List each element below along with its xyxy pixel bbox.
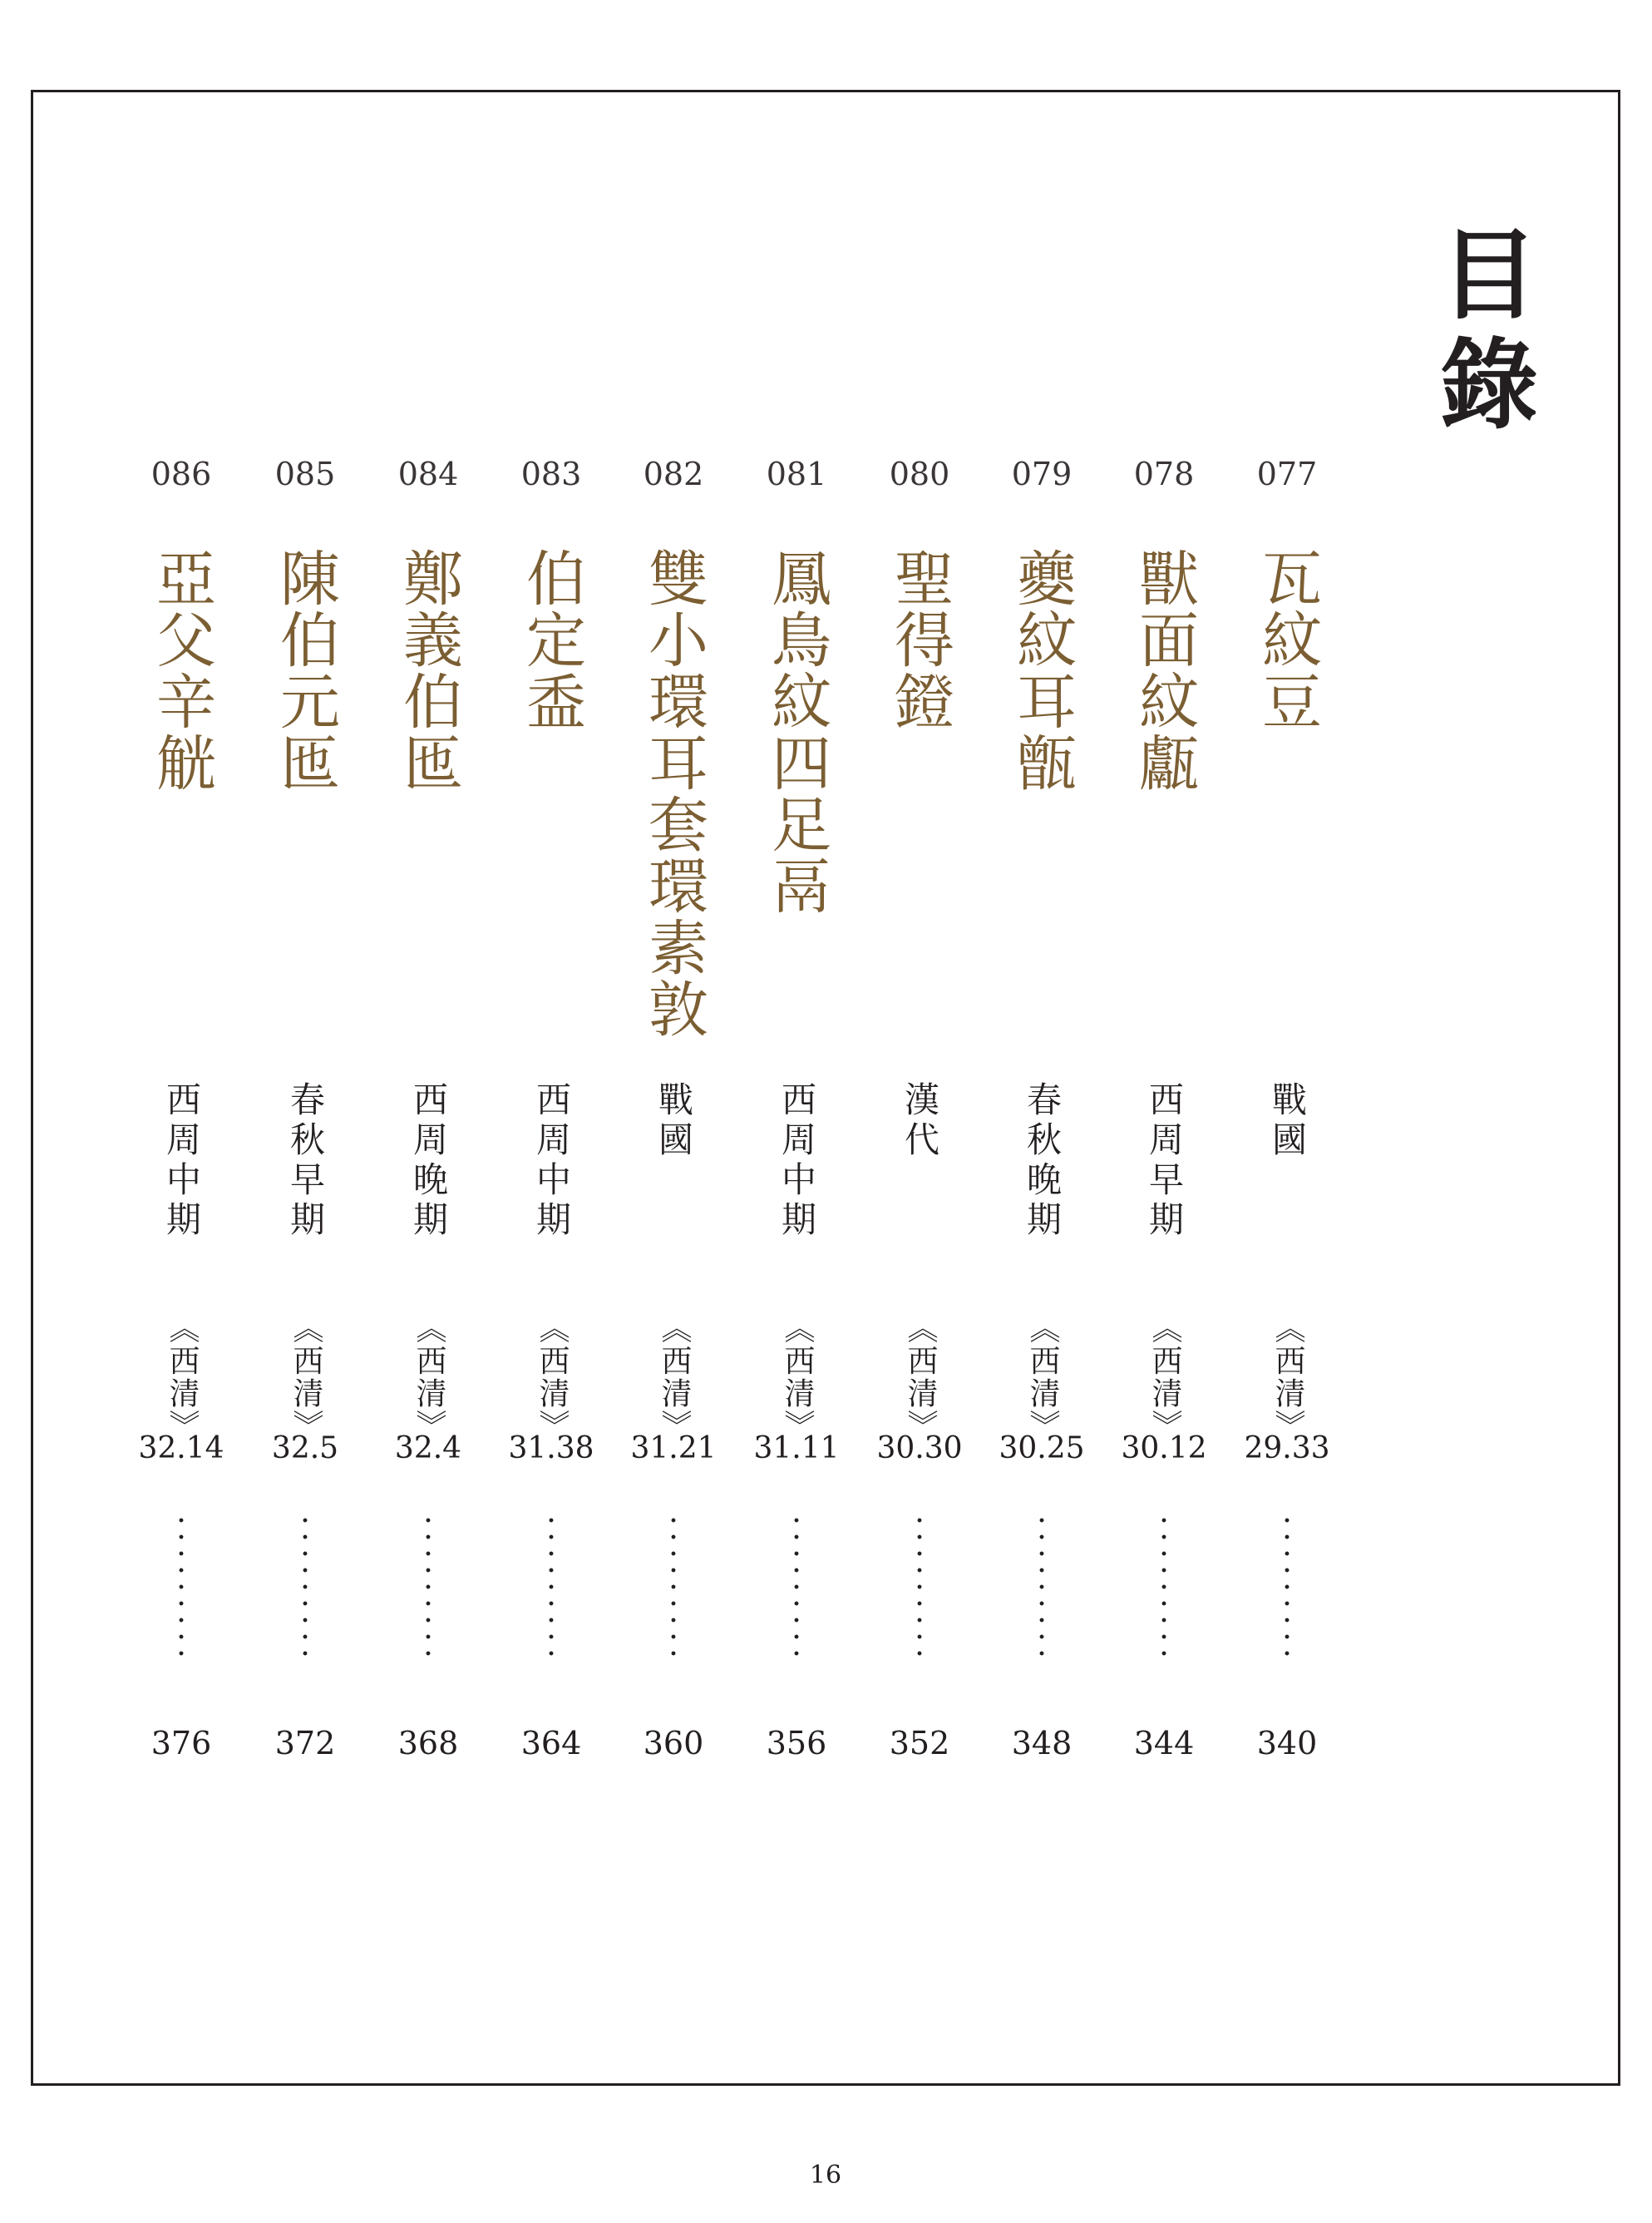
toc-entry-083[interactable]: [489, 449, 614, 1771]
entry-source: 《西清》: [1147, 1312, 1182, 1442]
entry-title[interactable]: 伯定盉: [516, 547, 586, 732]
entry-number: 084: [397, 456, 459, 492]
entry-page-number[interactable]: 348: [1011, 1725, 1073, 1761]
page-number: 16: [809, 2161, 842, 2190]
entry-title[interactable]: 鳳鳥紋四足鬲: [762, 547, 831, 916]
entry-reference: 32.4: [394, 1431, 462, 1465]
entry-source: 《西清》: [411, 1312, 446, 1442]
entry-source: 《西清》: [656, 1312, 692, 1442]
entry-number: 080: [889, 456, 950, 492]
entry-page-number[interactable]: 356: [766, 1725, 827, 1761]
entry-page-number[interactable]: 368: [397, 1725, 459, 1761]
entry-period: 春秋早期: [285, 1081, 326, 1241]
entry-source: 《西清》: [288, 1312, 323, 1442]
dot-leader: [671, 1512, 676, 1662]
dot-leader: [426, 1512, 431, 1662]
entry-title[interactable]: 鄭義伯匜: [393, 547, 463, 793]
entry-source: 《西清》: [779, 1312, 815, 1442]
entry-reference: 30.30: [876, 1431, 963, 1465]
entry-period: 春秋晚期: [1022, 1081, 1063, 1241]
entry-period: 西周早期: [1144, 1081, 1185, 1241]
entry-source: 《西清》: [1270, 1312, 1305, 1442]
dot-leader: [303, 1512, 308, 1662]
entry-title[interactable]: 聖得鐙: [885, 547, 954, 732]
entry-page-number[interactable]: 364: [520, 1725, 582, 1761]
dot-leader: [1039, 1512, 1044, 1662]
entry-period: 漢代: [900, 1081, 940, 1161]
entry-number: 082: [643, 456, 704, 492]
toc-entry-078[interactable]: [1102, 449, 1226, 1771]
entry-title[interactable]: 亞父辛觥: [146, 547, 216, 793]
entry-period: 西周晚期: [408, 1081, 449, 1241]
entry-title[interactable]: 夔紋耳甑: [1007, 547, 1077, 793]
entry-period: 戰國: [1267, 1081, 1308, 1161]
entry-title[interactable]: 陳伯元匜: [270, 547, 340, 793]
entry-source: 《西清》: [1024, 1312, 1060, 1442]
entry-page-number[interactable]: 376: [150, 1725, 212, 1761]
dot-leader: [549, 1512, 554, 1662]
dot-leader: [179, 1512, 184, 1662]
entry-reference: 32.14: [138, 1431, 224, 1465]
entry-title[interactable]: 瓦紋豆: [1252, 547, 1322, 732]
entry-period: 西周中期: [161, 1081, 202, 1241]
entry-reference: 32.5: [271, 1431, 339, 1465]
entry-page-number[interactable]: 360: [643, 1725, 704, 1761]
entry-title[interactable]: 雙小環耳套環素敦: [639, 547, 708, 1040]
entry-number: 083: [520, 456, 582, 492]
entry-number: 081: [766, 456, 827, 492]
entry-reference: 31.38: [508, 1431, 594, 1465]
toc-entry-086[interactable]: [119, 449, 244, 1771]
entry-page-number[interactable]: 340: [1256, 1725, 1318, 1761]
entry-source: 《西清》: [902, 1312, 938, 1442]
entry-number: 086: [150, 456, 212, 492]
entry-page-number[interactable]: 372: [274, 1725, 336, 1761]
entry-period: 西周中期: [777, 1081, 817, 1241]
entry-source: 《西清》: [164, 1312, 200, 1442]
toc-entry-079[interactable]: [979, 449, 1104, 1771]
entry-reference: 31.11: [753, 1431, 840, 1465]
entry-number: 078: [1133, 456, 1195, 492]
toc-entry-077[interactable]: [1225, 449, 1349, 1771]
dot-leader: [1161, 1512, 1166, 1662]
toc-entry-080[interactable]: [857, 449, 982, 1771]
dot-leader: [917, 1512, 922, 1662]
entry-number: 085: [274, 456, 336, 492]
toc-entry-084[interactable]: [366, 449, 491, 1771]
entry-page-number[interactable]: 344: [1133, 1725, 1195, 1761]
toc-entry-082[interactable]: [611, 449, 736, 1771]
entry-number: 079: [1011, 456, 1073, 492]
entry-source: 《西清》: [534, 1312, 570, 1442]
entry-page-number[interactable]: 352: [889, 1725, 950, 1761]
entry-number: 077: [1256, 456, 1318, 492]
entry-reference: 31.21: [630, 1431, 717, 1465]
page-title: 目錄: [1423, 223, 1539, 442]
entry-title[interactable]: 獸面紋甗: [1129, 547, 1199, 793]
entry-period: 戰國: [653, 1081, 694, 1161]
entry-reference: 29.33: [1244, 1431, 1330, 1465]
dot-leader: [1285, 1512, 1290, 1662]
entry-reference: 30.12: [1121, 1431, 1207, 1465]
entry-reference: 30.25: [999, 1431, 1085, 1465]
dot-leader: [794, 1512, 799, 1662]
toc-entry-085[interactable]: [243, 449, 367, 1771]
toc-entry-081[interactable]: [734, 449, 859, 1771]
entry-period: 西周中期: [531, 1081, 572, 1241]
